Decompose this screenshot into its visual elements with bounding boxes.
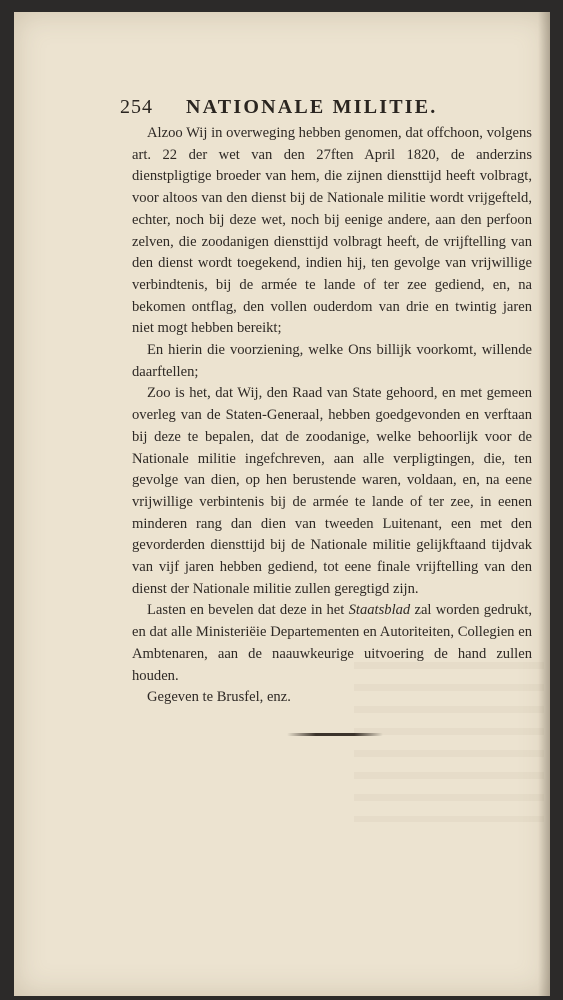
italic-term: Staatsblad (348, 602, 411, 619)
paragraph-text: Zoo is het, dat Wij, den Raad van State gehoord, en met gemeen overleg van de Staten-Generaal, hebben goedgevonden en verftaan bij deze te bepalen, dat de zoodanige, welke behoorlijk voor de Nationale militie ingefchreven, aan alle verpligtingen, die, ten gevolge van dien, op hen berustende waren, voldaan, en, na eene vrijwillige verbintenis bij de armée te lande of ter zee, in eenen minderen rang dan dien van tweeden Luitenant, een met den gevorderden diensttijd bij de Nationale militie gelijkftaand tijdvak van vijf jaren hebben gediend, tot eene finale vrijftelling van den dienst der Nationale militie zullen geregtigd zijn. (132, 385, 532, 597)
running-title: NATIONALE MILITIE. (186, 96, 438, 118)
page-number: 254 (120, 96, 153, 118)
paragraph-text: Gegeven te Brusfel, enz. (147, 689, 291, 706)
paragraph-text: Lasten en bevelen dat deze in het (147, 602, 349, 619)
closing-rule (287, 733, 383, 736)
paragraph-text: Alzoo Wij in overweging hebben genomen, dat offchoon, volgens art. 22 der wet van den 27ften April 1820, de anderzins dienstpligtige broeder van hem, die zijnen diensttijd heeft volbragt, voor altoos van den dienst bij de Nationale militie wordt vrijgefteld, echter, noch bij deze wet, noch bij eenige andere, aan den perfoon zelven, die zoodanigen diensttijd volbragt heeft, de vrijftelling van den dienst wordt toegekend, indien hij, ten gevolge van vrijwillige verbindtenis, bij de armée te lande of ter zee gediend, en, na bekomen ontflag, den vollen ouderdom van drie en twintig jaren niet mogt hebben bereikt; (132, 125, 532, 337)
paragraph (132, 383, 532, 600)
body-text (132, 123, 532, 709)
page-header (120, 96, 450, 124)
paragraph (132, 123, 532, 340)
paragraph-text: En hierin die voorziening, welke Ons billijk voorkomt, willende daarftellen; (132, 342, 532, 380)
page-edge-shadow (538, 12, 550, 996)
paragraph (132, 340, 532, 383)
paragraph-text: zal worden gedrukt, en dat alle Ministeriëie Departementen en Autoriteiten, Collegien en Ambtenaren, aan de naauwkeurige uitvoering de hand zullen houden. (132, 602, 532, 684)
paragraph (132, 600, 532, 687)
paragraph (132, 687, 532, 709)
